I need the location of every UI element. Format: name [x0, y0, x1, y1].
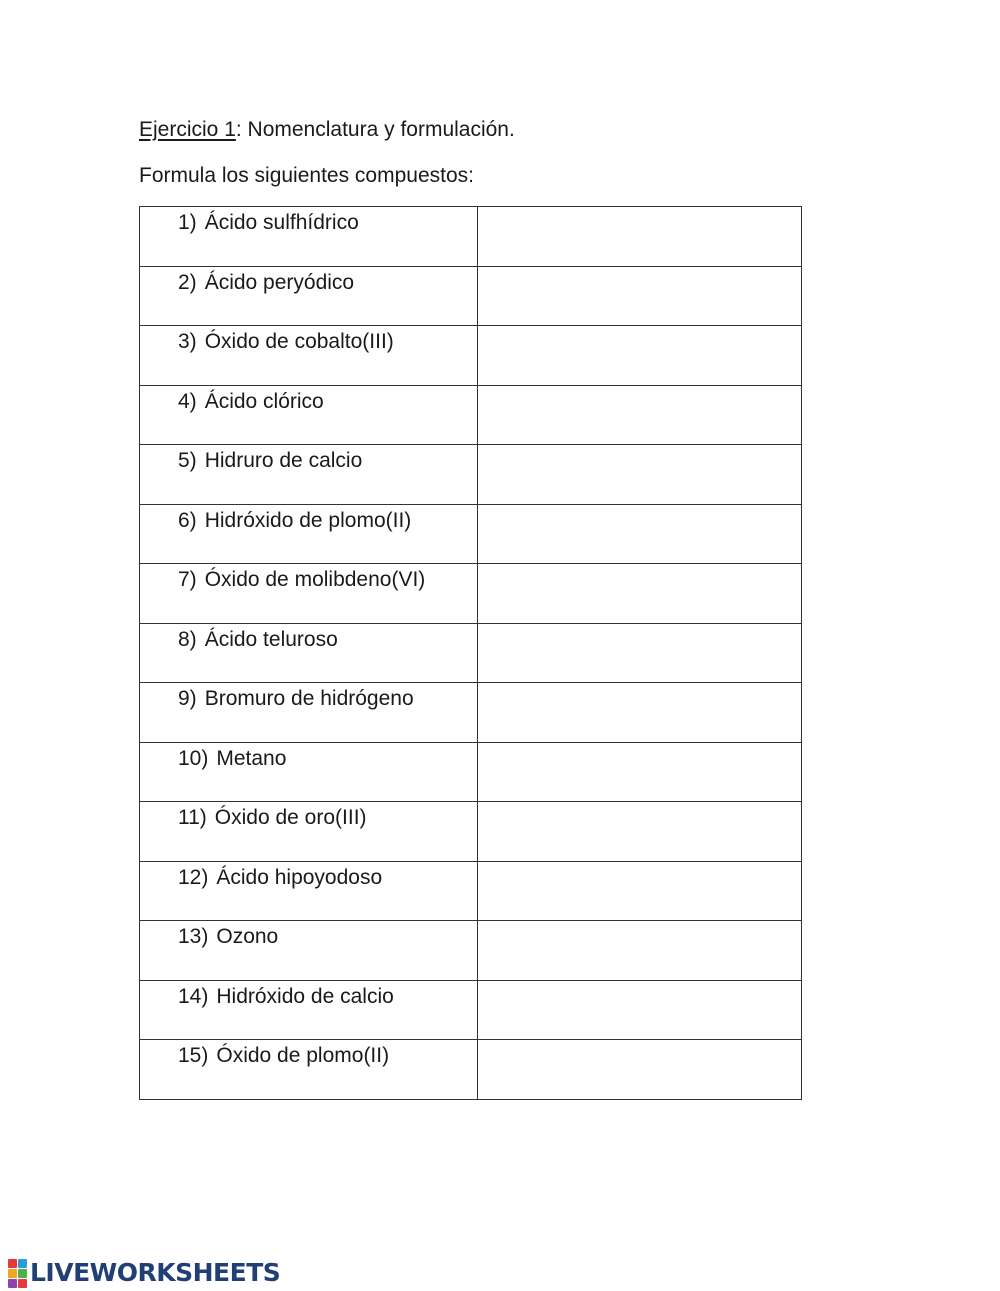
compound-name-cell — [140, 385, 478, 445]
table-row — [140, 921, 802, 981]
compound-name: Hidróxido de plomo(II) — [204, 508, 412, 532]
item-number: 14) — [178, 984, 209, 1008]
compound-name: Óxido de plomo(II) — [216, 1044, 390, 1067]
item-number: 6) — [178, 508, 197, 532]
answer-field[interactable] — [478, 861, 802, 921]
logo-square — [18, 1259, 27, 1268]
list-item — [140, 921, 477, 950]
list-item — [140, 326, 477, 355]
brand-name: LIVEWORKSHEETS — [30, 1258, 281, 1287]
compound-name: Óxido de molibdeno(VI) — [204, 568, 426, 591]
list-item — [140, 564, 477, 593]
item-number: 5) — [178, 449, 197, 472]
answer-field[interactable] — [478, 623, 802, 683]
table-row — [140, 385, 802, 445]
compound-name-cell — [140, 445, 478, 505]
list-item — [140, 445, 477, 474]
table-row — [140, 683, 802, 743]
compound-name-cell — [140, 266, 478, 326]
logo-square — [8, 1259, 17, 1268]
compound-name-cell — [140, 921, 478, 981]
compound-name: Óxido de cobalto(III) — [204, 330, 394, 353]
compound-name: Metano — [216, 746, 287, 770]
compound-name: Hidróxido de calcio — [216, 984, 394, 1008]
item-number: 9) — [178, 687, 197, 710]
list-item — [140, 802, 477, 831]
answer-field[interactable] — [478, 207, 802, 267]
list-item — [140, 207, 477, 236]
table-row — [140, 1040, 802, 1100]
list-item — [140, 1040, 477, 1069]
brand-logo — [8, 1259, 280, 1287]
compound-name-cell — [140, 683, 478, 743]
compound-name-cell — [140, 504, 478, 564]
item-number: 12) — [178, 865, 209, 889]
table-row — [140, 445, 802, 505]
list-item — [140, 386, 477, 415]
compound-name-cell — [140, 742, 478, 802]
logo-square — [8, 1269, 17, 1278]
compound-name: Ácido teluroso — [204, 627, 338, 651]
exercise-label: Ejercicio 1 — [139, 118, 236, 141]
answer-field[interactable] — [478, 980, 802, 1040]
item-number: 2) — [178, 270, 197, 294]
logo-square — [18, 1279, 27, 1288]
answer-field[interactable] — [478, 445, 802, 505]
instruction-text: Formula los siguientes compuestos: — [139, 164, 474, 187]
table-row — [140, 266, 802, 326]
answer-field[interactable] — [478, 1040, 802, 1100]
compound-name-cell — [140, 207, 478, 267]
table-row — [140, 802, 802, 862]
table-row — [140, 861, 802, 921]
item-number: 1) — [178, 211, 197, 234]
item-number: 7) — [178, 568, 197, 591]
answer-field[interactable] — [478, 921, 802, 981]
answer-field[interactable] — [478, 564, 802, 624]
compound-name-cell — [140, 623, 478, 683]
item-number: 4) — [178, 389, 197, 413]
answer-field[interactable] — [478, 326, 802, 386]
compound-name-cell — [140, 980, 478, 1040]
table-row — [140, 207, 802, 267]
compound-name-cell — [140, 861, 478, 921]
item-number: 8) — [178, 627, 197, 651]
compounds-table — [139, 206, 802, 1100]
table-row — [140, 564, 802, 624]
compound-name-cell — [140, 564, 478, 624]
logo-square — [8, 1279, 17, 1288]
list-item — [140, 505, 477, 534]
list-item — [140, 624, 477, 653]
answer-field[interactable] — [478, 385, 802, 445]
answer-field[interactable] — [478, 683, 802, 743]
table-row — [140, 623, 802, 683]
table-row — [140, 504, 802, 564]
compound-name: Hidruro de calcio — [204, 449, 363, 472]
compounds-table-body — [140, 207, 802, 1100]
exercise-heading — [139, 117, 515, 143]
compound-name: Ácido hipoyodoso — [216, 865, 383, 889]
compound-name: Ácido peryódico — [204, 270, 355, 294]
table-row — [140, 326, 802, 386]
compound-name: Bromuro de hidrógeno — [204, 687, 414, 710]
logo-square — [18, 1269, 27, 1278]
list-item — [140, 683, 477, 712]
answer-field[interactable] — [478, 742, 802, 802]
compound-name: Ácido clórico — [204, 389, 324, 413]
item-number: 13) — [178, 925, 209, 948]
item-number: 3) — [178, 330, 197, 353]
compound-name: Ácido sulfhídrico — [204, 211, 359, 234]
compound-name-cell — [140, 1040, 478, 1100]
answer-field[interactable] — [478, 266, 802, 326]
list-item — [140, 743, 477, 772]
list-item — [140, 267, 477, 296]
answer-field[interactable] — [478, 504, 802, 564]
answer-field[interactable] — [478, 802, 802, 862]
compound-name-cell — [140, 326, 478, 386]
table-row — [140, 980, 802, 1040]
item-number: 10) — [178, 746, 209, 770]
exercise-title: : Nomenclatura y formulación. — [235, 118, 515, 141]
liveworksheets-logo-icon — [8, 1259, 27, 1288]
list-item — [140, 981, 477, 1010]
list-item — [140, 862, 477, 891]
table-row — [140, 742, 802, 802]
compound-name: Ozono — [216, 925, 279, 948]
compound-name-cell — [140, 802, 478, 862]
compound-name: Óxido de oro(III) — [214, 806, 367, 829]
item-number: 15) — [178, 1044, 209, 1067]
item-number: 11) — [178, 806, 207, 829]
